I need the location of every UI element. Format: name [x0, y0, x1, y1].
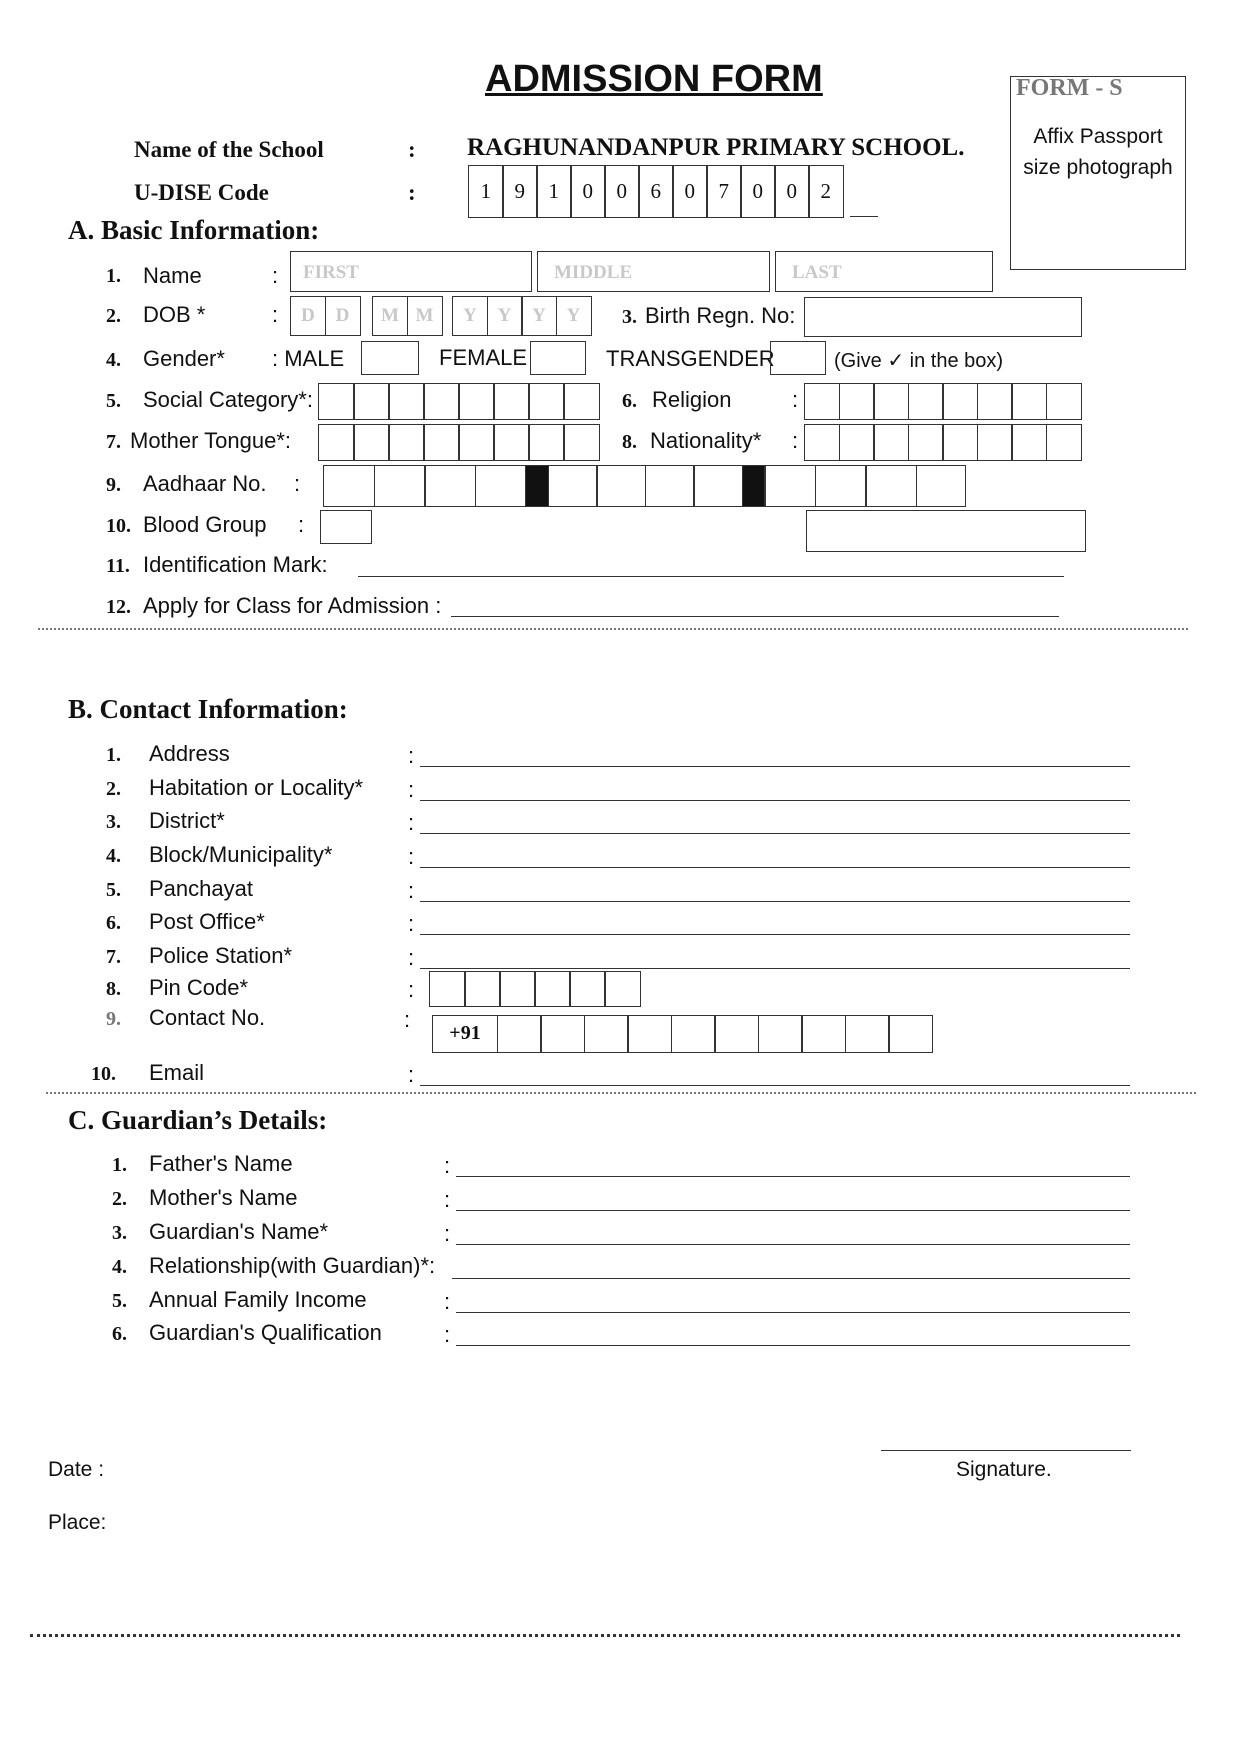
religion-cell[interactable]: [942, 383, 978, 420]
contact-field-line[interactable]: [420, 934, 1130, 935]
section-a-heading: A. Basic Information:: [68, 215, 320, 245]
guardian-field-line[interactable]: [456, 1244, 1130, 1245]
aadhaar-digit-cell[interactable]: [815, 465, 867, 507]
aadhaar-digit-cell[interactable]: [645, 465, 695, 507]
field-number: 9.: [106, 1008, 121, 1030]
phone-digit-cell[interactable]: [584, 1015, 629, 1053]
contact-field-line[interactable]: [420, 800, 1130, 801]
transgender-checkbox[interactable]: [770, 341, 826, 375]
colon: :: [408, 777, 415, 802]
photo-note: Affix Passport size photograph: [1023, 125, 1173, 179]
photo-box[interactable]: [1010, 76, 1186, 270]
aadhaar-separator: [742, 465, 766, 507]
mother-tongue-cell[interactable]: [423, 424, 460, 461]
religion-cell[interactable]: [839, 383, 875, 420]
pin-code-cell[interactable]: [604, 971, 641, 1007]
female-label: FEMALE: [439, 345, 528, 370]
field-number: 7.: [106, 431, 121, 453]
pin-code-cell[interactable]: [499, 971, 536, 1007]
colon: :: [408, 137, 416, 162]
aadhaar-digit-cell[interactable]: [475, 465, 527, 507]
colon: :: [792, 428, 799, 453]
phone-digit-cell[interactable]: [888, 1015, 933, 1053]
dob-day-cell[interactable]: D: [290, 296, 326, 336]
mother-tongue-cell[interactable]: [388, 424, 425, 461]
guardian-field-label: Annual Family Income: [149, 1287, 367, 1312]
nationality-cell[interactable]: [839, 424, 875, 461]
aadhaar-digit-cell[interactable]: [693, 465, 743, 507]
form-code: FORM - S: [1016, 75, 1123, 101]
colon: :: [408, 911, 415, 936]
birth-regn-label: Birth Regn. No:: [645, 303, 796, 328]
contact-field-label: Panchayat: [149, 876, 253, 901]
religion-cell[interactable]: [1046, 383, 1082, 420]
colon: :: [408, 945, 415, 970]
gender-label: Gender*: [143, 346, 225, 371]
colon: :: [792, 387, 799, 412]
field-number: 2.: [106, 778, 121, 800]
contact-field-label: Block/Municipality*: [149, 842, 333, 867]
udise-digit: 1: [536, 165, 572, 218]
religion-label: Religion: [652, 387, 732, 412]
section-divider: [46, 1092, 1196, 1094]
school-label: Name of the School: [134, 137, 324, 162]
signature-line[interactable]: [881, 1450, 1131, 1451]
bottom-divider: [30, 1634, 1180, 1637]
colon: :: [408, 977, 415, 1002]
field-number: 3.: [112, 1222, 127, 1244]
contact-field-label: Address: [149, 741, 230, 766]
dob-year-boxes[interactable]: [452, 296, 592, 336]
section-divider: [38, 628, 1188, 630]
field-number: 4.: [112, 1256, 127, 1278]
colon: :: [294, 471, 301, 496]
religion-cell[interactable]: [977, 383, 1013, 420]
section-b-heading: B. Contact Information:: [68, 694, 348, 724]
field-number: 3.: [106, 811, 121, 833]
phone-digit-cell[interactable]: [671, 1015, 716, 1053]
place-label: Place:: [48, 1511, 107, 1534]
pin-code-cell[interactable]: [569, 971, 606, 1007]
mother-tongue-boxes[interactable]: [318, 424, 600, 461]
phone-digit-cell[interactable]: [540, 1015, 585, 1053]
aadhaar-digit-cell[interactable]: [424, 465, 476, 507]
religion-boxes[interactable]: [804, 383, 1082, 420]
field-number: 5.: [106, 390, 121, 412]
contact-field-line[interactable]: [420, 968, 1130, 969]
dob-label: DOB *: [143, 302, 206, 327]
social-category-cell[interactable]: [493, 383, 530, 420]
field-number: 3.: [622, 306, 637, 328]
mother-tongue-cell[interactable]: [458, 424, 495, 461]
dob-month-cell[interactable]: M: [407, 296, 443, 336]
field-number: 6.: [106, 912, 121, 934]
social-category-cell[interactable]: [353, 383, 390, 420]
nationality-cell[interactable]: [942, 424, 978, 461]
guardian-field-label: Mother's Name: [149, 1185, 298, 1210]
middle-placeholder: MIDDLE: [554, 262, 633, 283]
colon: :: [408, 1062, 415, 1087]
field-number: 9.: [106, 474, 121, 496]
field-number: 6.: [112, 1323, 127, 1345]
pin-code-cell[interactable]: [429, 971, 466, 1007]
social-category-cell[interactable]: [388, 383, 425, 420]
mother-tongue-cell[interactable]: [528, 424, 565, 461]
colon: :: [444, 1289, 451, 1314]
phone-digit-cell[interactable]: [497, 1015, 542, 1053]
aadhaar-label: Aadhaar No.: [143, 471, 267, 496]
dob-month-boxes[interactable]: [372, 296, 443, 336]
aadhaar-digit-cell[interactable]: [865, 465, 917, 507]
field-number: 1.: [112, 1154, 127, 1176]
contact-number-boxes[interactable]: [432, 1015, 933, 1053]
religion-cell[interactable]: [873, 383, 909, 420]
colon: :: [272, 302, 279, 327]
phone-digit-cell[interactable]: [714, 1015, 759, 1053]
phone-prefix: +91: [432, 1015, 498, 1053]
field-number: 5.: [106, 879, 121, 901]
field-number: 11.: [106, 555, 130, 577]
guardian-field-line[interactable]: [456, 1312, 1130, 1313]
colon: :: [404, 1007, 411, 1032]
transgender-label: TRANSGENDER: [606, 346, 775, 371]
aadhaar-separator: [525, 465, 549, 507]
blood-group-input[interactable]: [320, 510, 372, 544]
name-label: Name: [143, 263, 202, 288]
colon: :: [408, 844, 415, 869]
udise-underline: [850, 216, 878, 217]
identification-mark-line[interactable]: [358, 576, 1064, 577]
contact-field-label: Police Station*: [149, 943, 293, 968]
contact-field-line[interactable]: [420, 1085, 1130, 1086]
page-title: ADMISSION FORM: [485, 58, 823, 100]
apply-class-label: Apply for Class for Admission :: [143, 593, 442, 618]
contact-field-line[interactable]: [420, 833, 1130, 834]
guardian-field-label: Father's Name: [149, 1151, 293, 1176]
pin-code-cell[interactable]: [464, 971, 501, 1007]
aadhaar-digit-cell[interactable]: [916, 465, 966, 507]
udise-digit: 2: [808, 165, 844, 218]
mother-tongue-cell[interactable]: [493, 424, 530, 461]
udise-digit: 7: [706, 165, 742, 218]
pin-code-boxes[interactable]: [429, 971, 641, 1007]
middle-name-input[interactable]: [537, 251, 770, 292]
phone-digit-cell[interactable]: [627, 1015, 672, 1053]
guardian-field-label: Guardian's Name*: [149, 1219, 329, 1244]
nationality-cell[interactable]: [977, 424, 1013, 461]
guardian-field-line[interactable]: [456, 1345, 1130, 1346]
social-category-cell[interactable]: [528, 383, 565, 420]
guardian-field-line[interactable]: [456, 1176, 1130, 1177]
social-category-cell[interactable]: [318, 383, 355, 420]
dob-year-cell[interactable]: Y: [521, 296, 557, 336]
colon: :: [408, 180, 416, 205]
contact-field-label: Email: [149, 1060, 205, 1085]
contact-field-label: Pin Code*: [149, 975, 249, 1000]
udise-digit: 6: [638, 165, 674, 218]
aadhaar-digit-cell[interactable]: [764, 465, 816, 507]
nationality-cell[interactable]: [804, 424, 840, 461]
contact-field-label: District*: [149, 808, 225, 833]
mother-tongue-cell[interactable]: [353, 424, 390, 461]
udise-digit: 0: [740, 165, 776, 218]
date-label: Date :: [48, 1458, 105, 1481]
last-name-input[interactable]: [775, 251, 993, 292]
aadhaar-digit-cell[interactable]: [374, 465, 426, 507]
guardian-field-line[interactable]: [452, 1278, 1130, 1279]
colon: :: [444, 1153, 451, 1178]
dob-year-cell[interactable]: Y: [452, 296, 488, 336]
religion-cell[interactable]: [908, 383, 944, 420]
field-number: 4.: [106, 349, 121, 371]
social-category-boxes[interactable]: [318, 383, 600, 420]
field-number: 6.: [622, 390, 637, 412]
mother-tongue-cell[interactable]: [563, 424, 600, 461]
field-number: 2.: [112, 1188, 127, 1210]
dob-year-cell[interactable]: Y: [487, 296, 523, 336]
contact-field-line[interactable]: [420, 867, 1130, 868]
dob-month-cell[interactable]: M: [372, 296, 408, 336]
field-number: 4.: [106, 845, 121, 867]
colon: :: [408, 810, 415, 835]
mother-tongue-label: Mother Tongue*:: [130, 428, 292, 453]
guardian-field-label: Guardian's Qualification: [149, 1320, 382, 1345]
religion-cell[interactable]: [804, 383, 840, 420]
social-category-label: Social Category*:: [143, 387, 313, 412]
field-number: 2.: [106, 305, 121, 327]
contact-field-line[interactable]: [420, 766, 1130, 767]
last-placeholder: LAST: [792, 262, 842, 283]
colon: :: [444, 1221, 451, 1246]
gender-hint: (Give ✓ in the box): [834, 350, 1004, 372]
guardian-field-line[interactable]: [456, 1210, 1130, 1211]
field-number: 10.: [106, 515, 131, 537]
first-name-input[interactable]: [290, 251, 532, 292]
udise-digit: 0: [672, 165, 708, 218]
udise-digit: 0: [774, 165, 810, 218]
colon: :: [444, 1322, 451, 1347]
extra-input-box[interactable]: [806, 510, 1086, 552]
social-category-cell[interactable]: [423, 383, 460, 420]
colon: :: [408, 878, 415, 903]
aadhaar-boxes[interactable]: [323, 465, 966, 507]
aadhaar-digit-cell[interactable]: [596, 465, 646, 507]
social-category-cell[interactable]: [458, 383, 495, 420]
blood-group-label: Blood Group: [143, 512, 267, 537]
male-checkbox[interactable]: [361, 341, 419, 375]
field-number: 1.: [106, 265, 121, 287]
colon: :: [444, 1187, 451, 1212]
birth-regn-input[interactable]: [804, 297, 1082, 337]
aadhaar-digit-cell[interactable]: [323, 465, 375, 507]
colon: :: [298, 512, 305, 537]
contact-field-line[interactable]: [420, 901, 1130, 902]
nationality-cell[interactable]: [908, 424, 944, 461]
mother-tongue-cell[interactable]: [318, 424, 355, 461]
contact-field-label: Contact No.: [149, 1005, 266, 1030]
udise-digit: 0: [604, 165, 640, 218]
contact-field-label: Habitation or Locality*: [149, 775, 364, 800]
nationality-cell[interactable]: [1011, 424, 1047, 461]
dob-day-cell[interactable]: D: [325, 296, 361, 336]
phone-digit-cell[interactable]: [758, 1015, 803, 1053]
field-number: 12.: [106, 596, 131, 618]
religion-cell[interactable]: [1011, 383, 1047, 420]
contact-field-label: Post Office*: [149, 909, 265, 934]
male-label: : MALE: [272, 346, 345, 371]
school-name: RAGHUNANDANPUR PRIMARY SCHOOL.: [467, 134, 965, 161]
pin-code-cell[interactable]: [534, 971, 571, 1007]
dob-year-cell[interactable]: Y: [556, 296, 592, 336]
aadhaar-digit-cell[interactable]: [548, 465, 598, 507]
social-category-cell[interactable]: [563, 383, 600, 420]
signature-label: Signature.: [956, 1458, 1052, 1481]
udise-code-boxes: [468, 165, 844, 218]
identification-mark-label: Identification Mark:: [143, 552, 328, 577]
udise-digit: 1: [468, 165, 504, 218]
female-checkbox[interactable]: [530, 341, 586, 375]
nationality-cell[interactable]: [873, 424, 909, 461]
nationality-cell[interactable]: [1046, 424, 1082, 461]
phone-digit-cell[interactable]: [801, 1015, 846, 1053]
udise-digit: 9: [502, 165, 538, 218]
field-number: 10.: [91, 1063, 116, 1085]
colon: :: [272, 263, 279, 288]
udise-label: U-DISE Code: [134, 180, 269, 205]
guardian-field-label: Relationship(with Guardian)*:: [149, 1253, 436, 1278]
field-number: 8.: [106, 978, 121, 1000]
udise-digit: 0: [570, 165, 606, 218]
nationality-boxes[interactable]: [804, 424, 1082, 461]
field-number: 8.: [622, 431, 637, 453]
nationality-label: Nationality*: [650, 428, 762, 453]
field-number: 7.: [106, 946, 121, 968]
first-placeholder: FIRST: [303, 262, 359, 283]
dob-day-boxes[interactable]: [290, 296, 361, 336]
field-number: 5.: [112, 1290, 127, 1312]
section-c-heading: C. Guardian’s Details:: [68, 1105, 328, 1135]
apply-class-line[interactable]: [451, 616, 1059, 617]
field-number: 1.: [106, 744, 121, 766]
phone-digit-cell[interactable]: [845, 1015, 890, 1053]
colon: :: [408, 743, 415, 768]
